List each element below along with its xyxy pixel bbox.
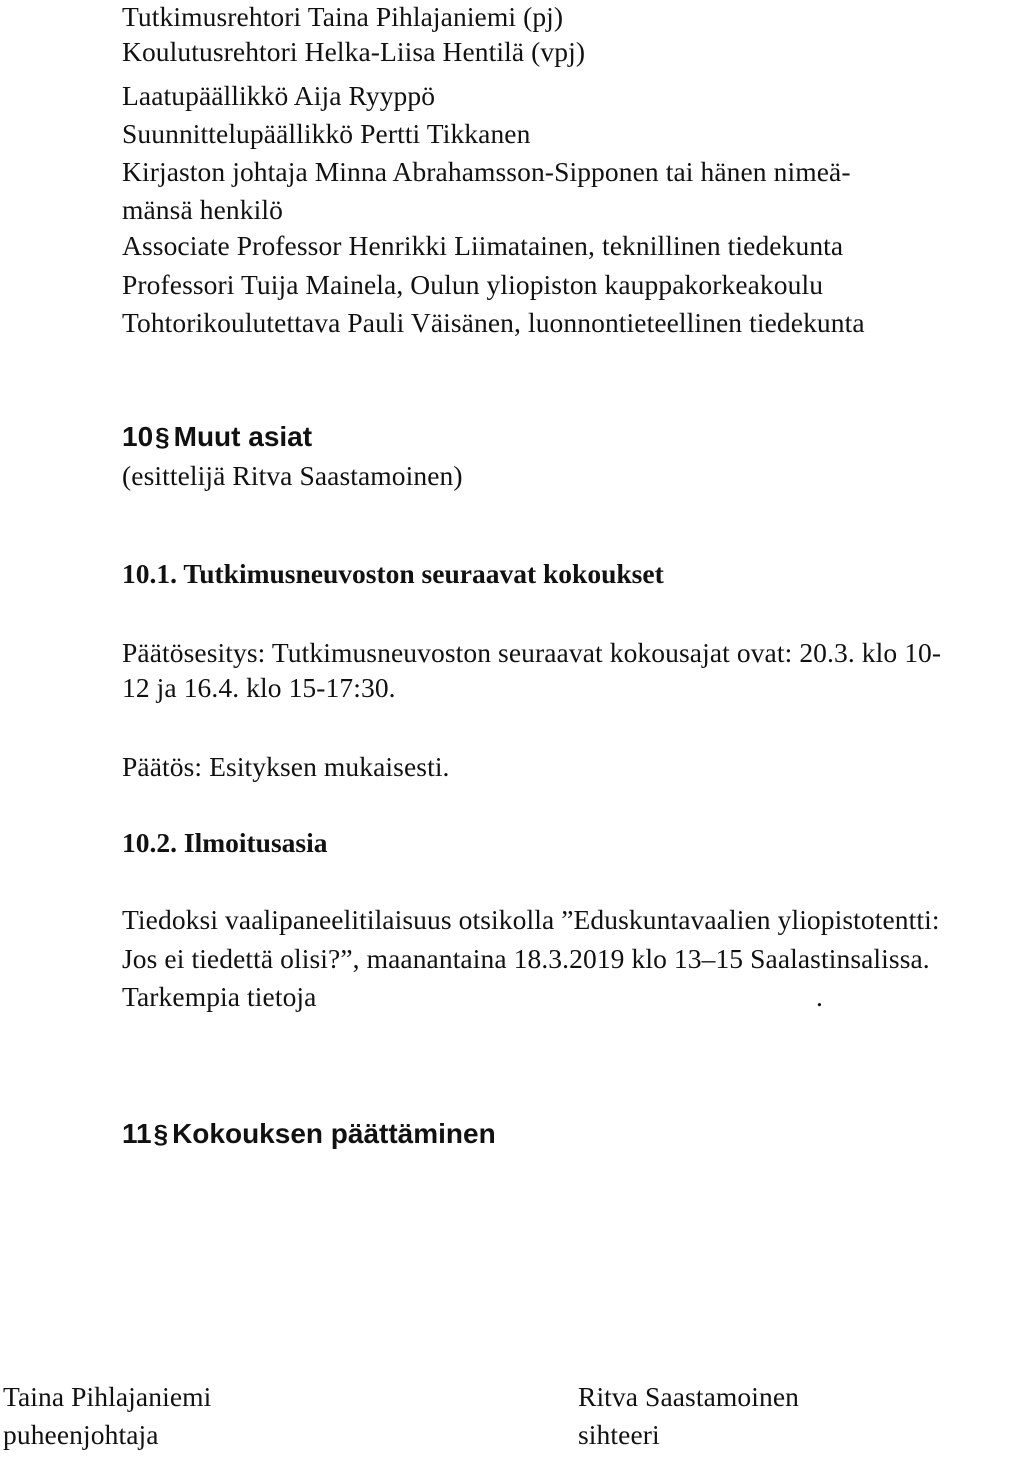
presenter-note: (esittelijä Ritva Saastamoinen) xyxy=(122,460,463,491)
proposal-text: 12 ja 16.4. klo 15-17:30. xyxy=(122,672,396,703)
member-line: Suunnittelupäällikkö Pertti Tikkanen xyxy=(122,118,531,149)
proposal-text: Päätösesitys: Tutkimusneuvoston seuraavat kokousajat ovat: 20.3. klo 10- xyxy=(122,637,942,668)
member-line: mänsä henkilö xyxy=(122,194,283,225)
member-line: Tohtorikoulutettava Pauli Väisänen, luonnontieteellinen tiedekunta xyxy=(122,307,865,338)
notice-text-end: . xyxy=(816,981,823,1012)
section-symbol: § xyxy=(153,1119,169,1149)
section-11-heading xyxy=(122,1117,496,1151)
notice-text: Jos ei tiedettä olisi?”, maanantaina 18.3.2019 klo 13–15 Saalastinsalissa. xyxy=(122,943,930,974)
signature-role-right: sihteeri xyxy=(578,1419,660,1450)
notice-text: Tarkempia tietoja xyxy=(122,981,317,1012)
member-line: Laatupäällikkö Aija Ryyppö xyxy=(122,80,436,111)
signature-name-right: Ritva Saastamoinen xyxy=(578,1381,799,1412)
member-line: Koulutusrehtori Helka-Liisa Hentilä (vpj) xyxy=(122,36,586,67)
section-title: Muut asiat xyxy=(173,421,313,452)
signature-name-left: Taina Pihlajaniemi xyxy=(3,1381,212,1412)
signature-role-left: puheenjohtaja xyxy=(3,1419,159,1450)
notice-text: Tiedoksi vaalipaneelitilaisuus otsikolla ”Eduskuntavaalien yliopistotentti: xyxy=(122,904,940,935)
member-line: Associate Professor Henrikki Liimatainen, teknillinen tiedekunta xyxy=(122,230,844,261)
member-line: Professori Tuija Mainela, Oulun yliopiston kauppakorkeakoulu xyxy=(122,269,824,300)
section-title: Kokouksen päättäminen xyxy=(172,1118,496,1149)
section-number: 11 xyxy=(122,1118,152,1149)
member-line: Tutkimusrehtori Taina Pihlajaniemi (pj) xyxy=(122,1,564,32)
section-number: 10 xyxy=(122,421,154,452)
member-line: Kirjaston johtaja Minna Abrahamsson-Sipponen tai hänen nimeä- xyxy=(122,156,851,187)
item-10-2-heading: 10.2. Ilmoitusasia xyxy=(122,827,328,858)
section-symbol: § xyxy=(155,422,170,452)
section-10-heading xyxy=(122,420,312,454)
decision-text: Päätös: Esityksen mukaisesti. xyxy=(122,751,450,782)
item-10-1-heading: 10.1. Tutkimusneuvoston seuraavat kokoukset xyxy=(122,558,664,589)
